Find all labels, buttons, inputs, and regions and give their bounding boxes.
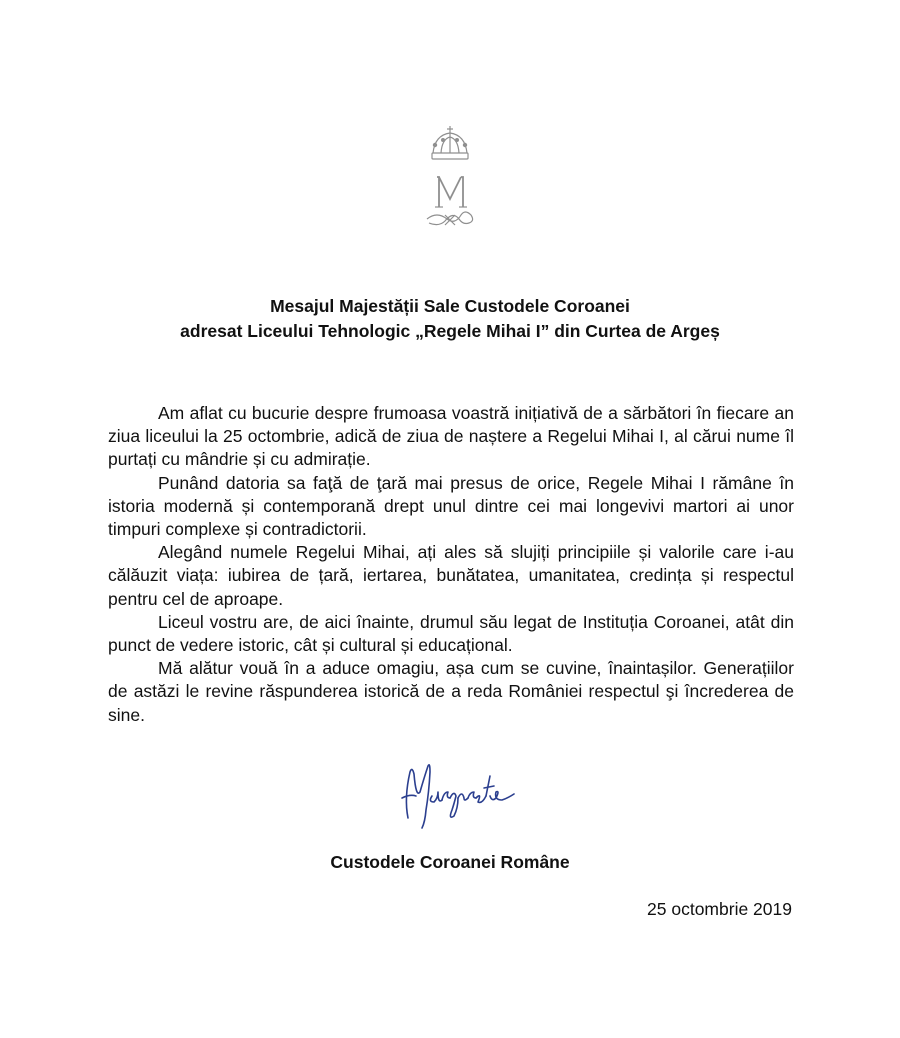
title-line-2: adresat Liceului Tehnologic „Regele Mihai I” din Curtea de Argeș (180, 321, 720, 341)
letter-date: 25 octombrie 2019 (647, 899, 792, 919)
paragraph: Liceul vostru are, de aici înainte, drumul său legat de Instituția Coroanei, atât din punct de vedere istoric, cât și cultural și educațional. (108, 611, 794, 656)
paragraph: Mă alătur vouă în a aduce omagiu, așa cum se cuvine, înaintașilor. Generațiilor de astăzi le revine răspunderea istorică de a reda României respectul şi încrederea de sine. (108, 658, 794, 725)
signer-title: Custodele Coroanei Române (330, 852, 570, 872)
letter-body (108, 402, 794, 727)
title-line-1: Mesajul Majestății Sale Custodele Coroanei (270, 296, 630, 316)
handwritten-signature (398, 758, 528, 833)
paragraph: Punând datoria sa faţă de ţară mai presus de orice, Regele Mihai I rămâne în istoria modernă și contemporană drept unul dintre cei mai longevivi martori ai unor timpuri complexe și contradictorii. (108, 472, 794, 540)
letter-title (0, 294, 900, 344)
paragraph: Alegând numele Regelui Mihai, ați ales să slujiți principiile și valorile care i-au călăuzit viața: iubirea de țară, iertarea, bunătatea, umanitatea, credința și respectul pentru cel de aproape. (108, 542, 794, 609)
paragraph: Am aflat cu bucurie despre frumoasa voastră inițiativă de a sărbători în fiecare an ziua liceului la 25 octombrie, adică de ziua de naștere a Regelui Mihai I, al cărui nume îl purtați cu mândrie și cu admirație. (108, 403, 794, 470)
crown-m-monogram-icon (415, 125, 485, 230)
